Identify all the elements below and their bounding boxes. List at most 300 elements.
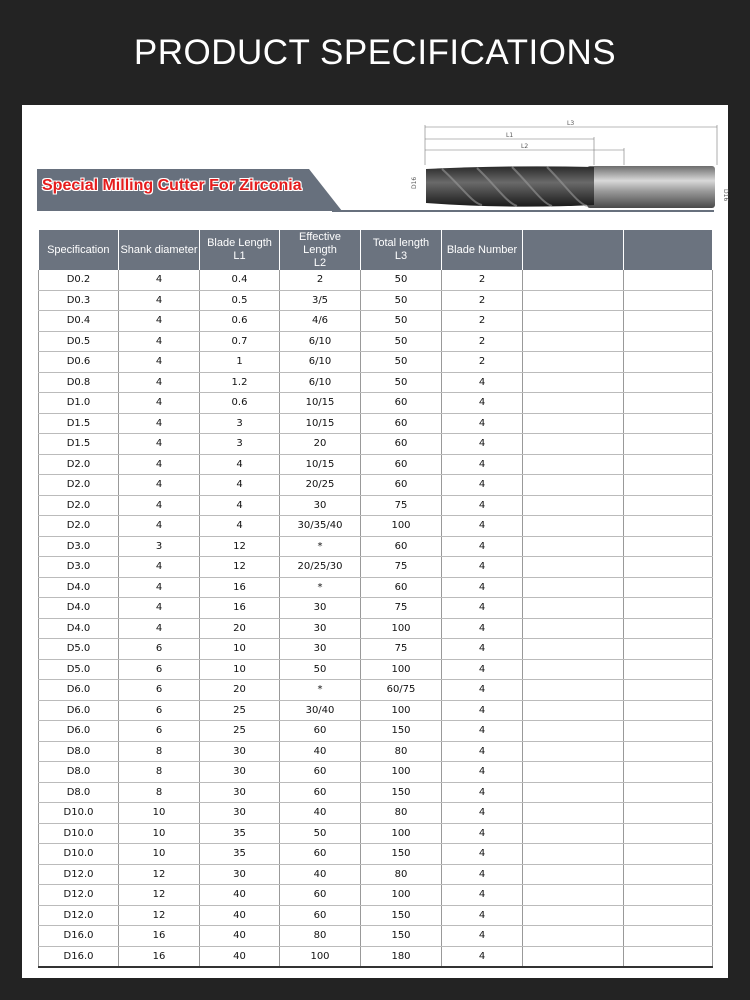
table-cell: 16 bbox=[200, 598, 280, 619]
table-cell: 150 bbox=[361, 905, 442, 926]
table-cell: 4 bbox=[442, 741, 523, 762]
table-cell: 4 bbox=[442, 823, 523, 844]
table-cell: 6 bbox=[119, 659, 200, 680]
page-header bbox=[0, 0, 750, 105]
table-cell: 4 bbox=[119, 372, 200, 393]
empty-cell bbox=[523, 577, 624, 598]
empty-cell bbox=[624, 495, 713, 516]
table-cell: D5.0 bbox=[39, 659, 119, 680]
table-cell: 40 bbox=[200, 946, 280, 967]
table-cell: D16.0 bbox=[39, 946, 119, 967]
table-cell: 4 bbox=[442, 577, 523, 598]
table-cell: 30 bbox=[200, 762, 280, 783]
table-cell: 4 bbox=[442, 639, 523, 660]
table-cell: 4 bbox=[119, 495, 200, 516]
table-cell: 4 bbox=[119, 475, 200, 496]
table-cell: 4 bbox=[442, 413, 523, 434]
page-title: PRODUCT SPECIFICATIONS bbox=[133, 32, 617, 72]
spec-table bbox=[38, 230, 713, 968]
empty-cell bbox=[523, 721, 624, 742]
table-cell: D10.0 bbox=[39, 823, 119, 844]
empty-cell bbox=[624, 680, 713, 701]
table-cell: 4/6 bbox=[280, 311, 361, 332]
table-row bbox=[39, 331, 713, 352]
table-cell: 0.7 bbox=[200, 331, 280, 352]
table-cell: D1.5 bbox=[39, 434, 119, 455]
banner-underline bbox=[332, 210, 714, 212]
table-cell: 75 bbox=[361, 557, 442, 578]
empty-cell bbox=[624, 905, 713, 926]
empty-cell bbox=[523, 495, 624, 516]
table-row bbox=[39, 823, 713, 844]
column-header-text: Blade Number bbox=[446, 243, 518, 256]
table-cell: 0.5 bbox=[200, 290, 280, 311]
table-cell: 2 bbox=[442, 270, 523, 290]
table-cell: 25 bbox=[200, 700, 280, 721]
table-cell: D10.0 bbox=[39, 844, 119, 865]
table-cell: * bbox=[280, 536, 361, 557]
table-row bbox=[39, 721, 713, 742]
table-cell: D2.0 bbox=[39, 454, 119, 475]
table-cell: 60 bbox=[280, 885, 361, 906]
spec-panel bbox=[22, 105, 728, 978]
table-cell: 80 bbox=[361, 741, 442, 762]
table-cell: 35 bbox=[200, 823, 280, 844]
table-cell: 4 bbox=[200, 454, 280, 475]
table-cell: 20 bbox=[280, 434, 361, 455]
table-cell: * bbox=[280, 577, 361, 598]
column-header-text: Effective Length bbox=[299, 230, 341, 256]
table-cell: 6 bbox=[119, 721, 200, 742]
table-row bbox=[39, 434, 713, 455]
empty-cell bbox=[523, 372, 624, 393]
table-row bbox=[39, 495, 713, 516]
tool-flutes bbox=[426, 166, 594, 206]
column-header-text: Total length bbox=[372, 237, 430, 249]
table-cell: 4 bbox=[442, 721, 523, 742]
table-cell: 50 bbox=[361, 352, 442, 373]
l3-label: L3 bbox=[567, 120, 575, 127]
table-cell: 4 bbox=[442, 434, 523, 455]
table-cell: 100 bbox=[280, 946, 361, 967]
empty-cell bbox=[523, 413, 624, 434]
table-cell: 4 bbox=[442, 475, 523, 496]
empty-cell bbox=[624, 311, 713, 332]
table-row bbox=[39, 762, 713, 783]
table-cell: 6/10 bbox=[280, 372, 361, 393]
table-cell: 50 bbox=[361, 331, 442, 352]
empty-cell bbox=[523, 434, 624, 455]
empty-cell bbox=[523, 926, 624, 947]
table-cell: 40 bbox=[200, 885, 280, 906]
table-cell: 4 bbox=[119, 270, 200, 290]
table-row bbox=[39, 680, 713, 701]
table-cell: 30/40 bbox=[280, 700, 361, 721]
empty-cell bbox=[523, 516, 624, 537]
table-row bbox=[39, 782, 713, 803]
table-cell: 12 bbox=[119, 885, 200, 906]
empty-cell bbox=[523, 659, 624, 680]
empty-cell bbox=[624, 331, 713, 352]
empty-cell bbox=[624, 946, 713, 967]
table-row bbox=[39, 844, 713, 865]
empty-cell bbox=[523, 946, 624, 967]
table-cell: D0.5 bbox=[39, 331, 119, 352]
table-cell: D16.0 bbox=[39, 926, 119, 947]
table-cell: D1.0 bbox=[39, 393, 119, 414]
empty-cell bbox=[624, 557, 713, 578]
empty-cell bbox=[624, 352, 713, 373]
table-cell: 0.6 bbox=[200, 393, 280, 414]
table-cell: 4 bbox=[442, 618, 523, 639]
table-cell: D0.2 bbox=[39, 270, 119, 290]
table-cell: D8.0 bbox=[39, 762, 119, 783]
table-cell: 0.6 bbox=[200, 311, 280, 332]
table-cell: D10.0 bbox=[39, 803, 119, 824]
table-cell: 12 bbox=[200, 536, 280, 557]
table-row bbox=[39, 618, 713, 639]
table-cell: 4 bbox=[119, 393, 200, 414]
empty-cell bbox=[624, 413, 713, 434]
table-cell: 4 bbox=[119, 598, 200, 619]
empty-cell bbox=[624, 926, 713, 947]
column-header-text: L2 bbox=[313, 256, 327, 269]
table-cell: 30 bbox=[200, 864, 280, 885]
table-cell: 60 bbox=[361, 454, 442, 475]
l2-label: L2 bbox=[521, 143, 529, 150]
empty-cell bbox=[624, 454, 713, 475]
table-cell: 8 bbox=[119, 782, 200, 803]
table-row bbox=[39, 741, 713, 762]
d-left-label: D16 bbox=[411, 176, 418, 189]
empty-cell bbox=[523, 639, 624, 660]
empty-cell bbox=[523, 270, 624, 290]
table-cell: 6 bbox=[119, 680, 200, 701]
table-cell: D2.0 bbox=[39, 495, 119, 516]
table-cell: 150 bbox=[361, 782, 442, 803]
table-cell: 80 bbox=[361, 803, 442, 824]
table-cell: 12 bbox=[119, 905, 200, 926]
table-cell: 40 bbox=[200, 905, 280, 926]
table-cell: 30 bbox=[200, 803, 280, 824]
table-cell: D6.0 bbox=[39, 721, 119, 742]
table-cell: 3 bbox=[119, 536, 200, 557]
table-cell: 10/15 bbox=[280, 393, 361, 414]
table-row bbox=[39, 475, 713, 496]
empty-cell bbox=[523, 885, 624, 906]
table-cell: 40 bbox=[280, 864, 361, 885]
table-cell: 50 bbox=[361, 372, 442, 393]
empty-cell bbox=[624, 823, 713, 844]
table-cell: 4 bbox=[119, 454, 200, 475]
table-cell: 16 bbox=[200, 577, 280, 598]
table-cell: D12.0 bbox=[39, 864, 119, 885]
table-cell: D12.0 bbox=[39, 885, 119, 906]
table-row bbox=[39, 926, 713, 947]
table-cell: 10/15 bbox=[280, 454, 361, 475]
empty-cell bbox=[624, 393, 713, 414]
empty-cell bbox=[523, 454, 624, 475]
table-cell: 80 bbox=[361, 864, 442, 885]
table-cell: * bbox=[280, 680, 361, 701]
table-cell: 30 bbox=[280, 639, 361, 660]
table-cell: 30 bbox=[280, 495, 361, 516]
table-cell: 4 bbox=[200, 516, 280, 537]
empty-cell bbox=[523, 864, 624, 885]
empty-cell bbox=[624, 618, 713, 639]
table-row bbox=[39, 700, 713, 721]
table-cell: 40 bbox=[280, 741, 361, 762]
column-header bbox=[200, 230, 280, 270]
table-cell: 20 bbox=[200, 618, 280, 639]
table-cell: 8 bbox=[119, 741, 200, 762]
table-cell: 50 bbox=[361, 270, 442, 290]
table-cell: D2.0 bbox=[39, 516, 119, 537]
table-cell: 20 bbox=[200, 680, 280, 701]
table-cell: 50 bbox=[361, 311, 442, 332]
empty-cell bbox=[624, 598, 713, 619]
column-header-text: L1 bbox=[233, 250, 246, 262]
empty-cell bbox=[624, 782, 713, 803]
table-cell: 1 bbox=[200, 352, 280, 373]
table-cell: 2 bbox=[442, 311, 523, 332]
table-cell: 4 bbox=[442, 393, 523, 414]
table-cell: 10 bbox=[119, 844, 200, 865]
table-cell: 3/5 bbox=[280, 290, 361, 311]
table-cell: D0.3 bbox=[39, 290, 119, 311]
empty-cell bbox=[624, 721, 713, 742]
table-cell: 4 bbox=[442, 803, 523, 824]
banner-title: Special Milling Cutter For Zirconia bbox=[42, 177, 302, 194]
empty-cell bbox=[624, 803, 713, 824]
empty-cell bbox=[624, 270, 713, 290]
table-cell: 100 bbox=[361, 618, 442, 639]
empty-cell bbox=[523, 557, 624, 578]
column-header-text: Shank diameter bbox=[120, 243, 198, 256]
empty-cell bbox=[624, 372, 713, 393]
table-cell: 10 bbox=[119, 823, 200, 844]
table-cell: 10 bbox=[200, 639, 280, 660]
table-row bbox=[39, 577, 713, 598]
table-row bbox=[39, 905, 713, 926]
table-cell: 150 bbox=[361, 844, 442, 865]
table-cell: 100 bbox=[361, 659, 442, 680]
table-cell: 4 bbox=[119, 516, 200, 537]
table-cell: 180 bbox=[361, 946, 442, 967]
table-cell: 4 bbox=[442, 864, 523, 885]
table-row bbox=[39, 311, 713, 332]
table-cell: 4 bbox=[442, 905, 523, 926]
table-cell: 4 bbox=[119, 618, 200, 639]
table-body bbox=[39, 270, 713, 967]
table-cell: 3 bbox=[200, 413, 280, 434]
table-cell: 60 bbox=[280, 762, 361, 783]
table-cell: 40 bbox=[200, 926, 280, 947]
table-row bbox=[39, 372, 713, 393]
table-cell: 8 bbox=[119, 762, 200, 783]
empty-cell bbox=[523, 803, 624, 824]
column-header bbox=[39, 230, 119, 270]
empty-cell bbox=[624, 475, 713, 496]
table-cell: D2.0 bbox=[39, 475, 119, 496]
table-cell: 100 bbox=[361, 516, 442, 537]
table-cell: 20/25/30 bbox=[280, 557, 361, 578]
table-cell: 16 bbox=[119, 946, 200, 967]
table-cell: 4 bbox=[119, 311, 200, 332]
table-cell: D3.0 bbox=[39, 536, 119, 557]
table-cell: 3 bbox=[200, 434, 280, 455]
empty-cell bbox=[523, 782, 624, 803]
table-row bbox=[39, 516, 713, 537]
table-cell: 12 bbox=[119, 864, 200, 885]
table-cell: 4 bbox=[442, 557, 523, 578]
empty-cell bbox=[523, 741, 624, 762]
empty-cell bbox=[624, 700, 713, 721]
table-cell: 10 bbox=[200, 659, 280, 680]
empty-cell bbox=[624, 434, 713, 455]
table-cell: 4 bbox=[442, 454, 523, 475]
table-cell: 35 bbox=[200, 844, 280, 865]
table-cell: 60 bbox=[361, 577, 442, 598]
table-row bbox=[39, 557, 713, 578]
table-cell: 60 bbox=[280, 905, 361, 926]
tool-shank bbox=[587, 166, 715, 208]
table-cell: D3.0 bbox=[39, 557, 119, 578]
empty-cell bbox=[523, 352, 624, 373]
table-row bbox=[39, 639, 713, 660]
table-cell: D0.6 bbox=[39, 352, 119, 373]
table-row bbox=[39, 290, 713, 311]
table-cell: 75 bbox=[361, 639, 442, 660]
empty-cell bbox=[523, 844, 624, 865]
table-cell: 30 bbox=[280, 598, 361, 619]
table-cell: 10/15 bbox=[280, 413, 361, 434]
table-row bbox=[39, 454, 713, 475]
table-cell: D5.0 bbox=[39, 639, 119, 660]
empty-cell bbox=[523, 618, 624, 639]
table-cell: 4 bbox=[442, 844, 523, 865]
empty-cell bbox=[523, 762, 624, 783]
table-cell: 4 bbox=[442, 946, 523, 967]
table-cell: 80 bbox=[280, 926, 361, 947]
end-mill-diagram bbox=[382, 117, 729, 207]
table-row bbox=[39, 413, 713, 434]
table-cell: D8.0 bbox=[39, 782, 119, 803]
empty-cell bbox=[624, 659, 713, 680]
table-cell: D0.4 bbox=[39, 311, 119, 332]
empty-cell bbox=[523, 393, 624, 414]
table-cell: 60/75 bbox=[361, 680, 442, 701]
table-cell: 2 bbox=[442, 352, 523, 373]
table-cell: 40 bbox=[280, 803, 361, 824]
table-cell: 6/10 bbox=[280, 331, 361, 352]
table-cell: 6 bbox=[119, 639, 200, 660]
table-cell: 75 bbox=[361, 495, 442, 516]
table-cell: 2 bbox=[442, 290, 523, 311]
table-cell: D4.0 bbox=[39, 618, 119, 639]
table-cell: 4 bbox=[442, 926, 523, 947]
table-cell: 4 bbox=[442, 885, 523, 906]
table-cell: 75 bbox=[361, 598, 442, 619]
table-cell: 4 bbox=[442, 659, 523, 680]
table-cell: 30 bbox=[200, 782, 280, 803]
table-cell: 12 bbox=[200, 557, 280, 578]
empty-cell bbox=[523, 311, 624, 332]
column-header-text: L3 bbox=[394, 250, 408, 262]
table-cell: 100 bbox=[361, 700, 442, 721]
empty-cell bbox=[624, 741, 713, 762]
table-row bbox=[39, 536, 713, 557]
table-cell: 4 bbox=[200, 475, 280, 496]
empty-cell bbox=[624, 762, 713, 783]
table-row bbox=[39, 270, 713, 290]
table-cell: 60 bbox=[361, 475, 442, 496]
empty-cell bbox=[624, 639, 713, 660]
table-cell: D0.8 bbox=[39, 372, 119, 393]
empty-cell bbox=[523, 536, 624, 557]
table-cell: D12.0 bbox=[39, 905, 119, 926]
empty-cell bbox=[523, 680, 624, 701]
table-cell: 60 bbox=[361, 434, 442, 455]
table-cell: 60 bbox=[361, 393, 442, 414]
table-row bbox=[39, 803, 713, 824]
table-cell: 4 bbox=[119, 290, 200, 311]
table-cell: 60 bbox=[361, 413, 442, 434]
table-cell: 16 bbox=[119, 926, 200, 947]
table-row bbox=[39, 885, 713, 906]
empty-cell bbox=[624, 885, 713, 906]
empty-cell bbox=[523, 905, 624, 926]
table-cell: 60 bbox=[361, 536, 442, 557]
table-cell: D8.0 bbox=[39, 741, 119, 762]
empty-cell bbox=[624, 577, 713, 598]
table-row bbox=[39, 946, 713, 967]
table-cell: 150 bbox=[361, 721, 442, 742]
empty-cell bbox=[624, 290, 713, 311]
column-header bbox=[523, 230, 624, 270]
table-cell: 100 bbox=[361, 762, 442, 783]
empty-cell bbox=[523, 598, 624, 619]
column-header bbox=[361, 230, 442, 270]
table-cell: 25 bbox=[200, 721, 280, 742]
empty-cell bbox=[624, 844, 713, 865]
l1-label: L1 bbox=[506, 132, 514, 139]
table-cell: 4 bbox=[442, 700, 523, 721]
table-cell: 4 bbox=[442, 782, 523, 803]
table-cell: 4 bbox=[442, 372, 523, 393]
table-cell: 4 bbox=[442, 598, 523, 619]
table-cell: 20/25 bbox=[280, 475, 361, 496]
table-cell: 60 bbox=[280, 844, 361, 865]
empty-cell bbox=[523, 700, 624, 721]
table-cell: 4 bbox=[442, 680, 523, 701]
table-cell: 4 bbox=[119, 557, 200, 578]
table-cell: D1.5 bbox=[39, 413, 119, 434]
table-cell: 50 bbox=[280, 659, 361, 680]
empty-cell bbox=[624, 864, 713, 885]
empty-cell bbox=[523, 290, 624, 311]
table-header-row bbox=[39, 230, 713, 270]
empty-cell bbox=[523, 475, 624, 496]
table-cell: D6.0 bbox=[39, 680, 119, 701]
table-cell: 30/35/40 bbox=[280, 516, 361, 537]
table-cell: 30 bbox=[280, 618, 361, 639]
table-cell: 2 bbox=[442, 331, 523, 352]
table-cell: 100 bbox=[361, 885, 442, 906]
table-row bbox=[39, 598, 713, 619]
table-cell: 10 bbox=[119, 803, 200, 824]
table-cell: 4 bbox=[119, 434, 200, 455]
